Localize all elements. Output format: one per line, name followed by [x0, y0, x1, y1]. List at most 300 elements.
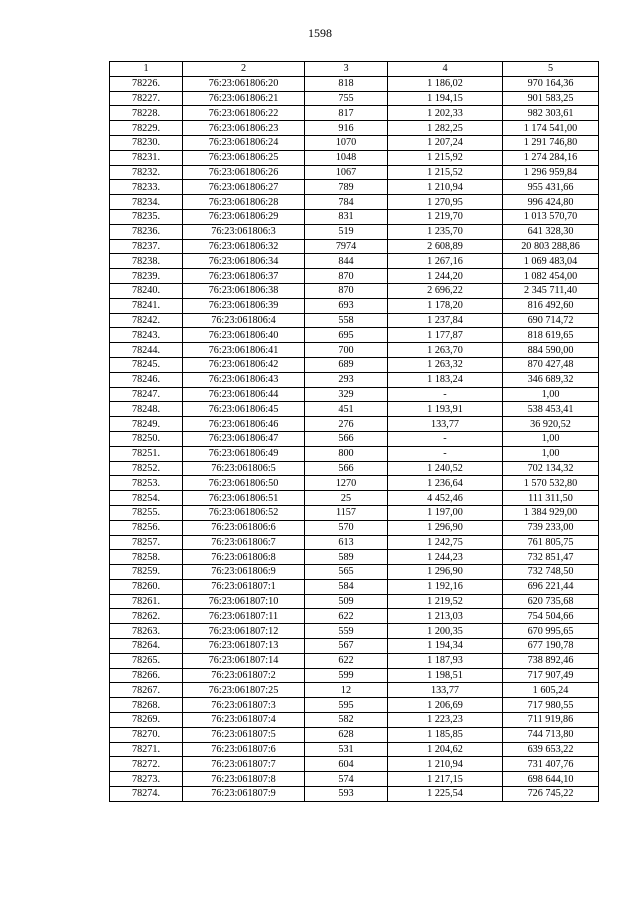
specific-value-cell: 1 225,54 [388, 787, 503, 802]
specific-value-cell: 1 213,03 [388, 609, 503, 624]
cadastral-value-cell: 696 221,44 [503, 579, 599, 594]
specific-value-cell: - [388, 387, 503, 402]
row-number-cell: 78270. [110, 727, 183, 742]
specific-value-cell: 2 608,89 [388, 239, 503, 254]
cadastral-value-cell: 1 384 929,00 [503, 505, 599, 520]
row-number-cell: 78233. [110, 180, 183, 195]
cadastral-number-cell: 76:23:061806:4 [183, 313, 305, 328]
row-number-cell: 78265. [110, 653, 183, 668]
cadastral-number-cell: 76:23:061807:5 [183, 727, 305, 742]
table-row [110, 195, 599, 210]
table-header-row [110, 62, 599, 77]
area-cell: 622 [305, 609, 388, 624]
row-number-cell: 78272. [110, 757, 183, 772]
area-cell: 622 [305, 653, 388, 668]
cadastral-number-cell: 76:23:061806:20 [183, 76, 305, 91]
area-cell: 831 [305, 209, 388, 224]
area-cell: 531 [305, 742, 388, 757]
specific-value-cell: 1 187,93 [388, 653, 503, 668]
specific-value-cell: 1 235,70 [388, 224, 503, 239]
table-body [110, 76, 599, 801]
specific-value-cell: 1 236,64 [388, 476, 503, 491]
cadastral-value-cell: 1 291 746,80 [503, 135, 599, 150]
row-number-cell: 78269. [110, 713, 183, 728]
cadastral-number-cell: 76:23:061807:9 [183, 787, 305, 802]
cadastral-number-cell: 76:23:061806:25 [183, 150, 305, 165]
area-cell: 870 [305, 269, 388, 284]
table-row [110, 698, 599, 713]
cadastral-value-table [109, 61, 599, 802]
cadastral-value-cell: 1 274 284,16 [503, 150, 599, 165]
table-row [110, 624, 599, 639]
cadastral-number-cell: 76:23:061806:38 [183, 283, 305, 298]
cadastral-value-cell: 739 233,00 [503, 520, 599, 535]
table-row [110, 165, 599, 180]
cadastral-value-cell: 1,00 [503, 387, 599, 402]
area-cell: 584 [305, 579, 388, 594]
table-row [110, 372, 599, 387]
area-cell: 1067 [305, 165, 388, 180]
row-number-cell: 78271. [110, 742, 183, 757]
specific-value-cell: 1 192,16 [388, 579, 503, 594]
cadastral-value-cell: 702 134,32 [503, 461, 599, 476]
cadastral-number-cell: 76:23:061806:9 [183, 565, 305, 580]
row-number-cell: 78245. [110, 357, 183, 372]
area-cell: 1270 [305, 476, 388, 491]
cadastral-value-cell: 1 082 454,00 [503, 269, 599, 284]
specific-value-cell: 1 219,52 [388, 594, 503, 609]
row-number-cell: 78237. [110, 239, 183, 254]
area-cell: 628 [305, 727, 388, 742]
table-row [110, 254, 599, 269]
cadastral-number-cell: 76:23:061807:3 [183, 698, 305, 713]
area-cell: 870 [305, 283, 388, 298]
cadastral-value-cell: 982 303,61 [503, 106, 599, 121]
cadastral-value-cell: 732 851,47 [503, 550, 599, 565]
cadastral-number-cell: 76:23:061806:41 [183, 343, 305, 358]
specific-value-cell: 1 237,84 [388, 313, 503, 328]
cadastral-value-cell: 1 605,24 [503, 683, 599, 698]
row-number-cell: 78267. [110, 683, 183, 698]
specific-value-cell: 1 263,70 [388, 343, 503, 358]
cadastral-value-cell: 1,00 [503, 446, 599, 461]
cadastral-number-cell: 76:23:061806:28 [183, 195, 305, 210]
row-number-cell: 78250. [110, 431, 183, 446]
table-row [110, 535, 599, 550]
area-cell: 293 [305, 372, 388, 387]
row-number-cell: 78230. [110, 135, 183, 150]
cadastral-number-cell: 76:23:061807:7 [183, 757, 305, 772]
cadastral-number-cell: 76:23:061806:34 [183, 254, 305, 269]
row-number-cell: 78234. [110, 195, 183, 210]
cadastral-number-cell: 76:23:061806:49 [183, 446, 305, 461]
specific-value-cell: - [388, 446, 503, 461]
row-number-cell: 78266. [110, 668, 183, 683]
table-row [110, 150, 599, 165]
row-number-cell: 78249. [110, 417, 183, 432]
row-number-cell: 78241. [110, 298, 183, 313]
area-cell: 565 [305, 565, 388, 580]
cadastral-value-cell: 726 745,22 [503, 787, 599, 802]
row-number-cell: 78252. [110, 461, 183, 476]
cadastral-value-cell: 1 069 483,04 [503, 254, 599, 269]
row-number-cell: 78264. [110, 639, 183, 654]
table-row [110, 772, 599, 787]
area-cell: 589 [305, 550, 388, 565]
specific-value-cell: 1 223,23 [388, 713, 503, 728]
area-cell: 755 [305, 91, 388, 106]
area-cell: 566 [305, 431, 388, 446]
cadastral-number-cell: 76:23:061807:6 [183, 742, 305, 757]
column-header-3: 3 [305, 62, 388, 77]
specific-value-cell: 1 206,69 [388, 698, 503, 713]
table-row [110, 283, 599, 298]
cadastral-number-cell: 76:23:061806:8 [183, 550, 305, 565]
specific-value-cell: 1 193,91 [388, 402, 503, 417]
cadastral-value-cell: 884 590,00 [503, 343, 599, 358]
table-row [110, 461, 599, 476]
area-cell: 689 [305, 357, 388, 372]
area-cell: 789 [305, 180, 388, 195]
specific-value-cell: 1 183,24 [388, 372, 503, 387]
page-number: 1598 [308, 26, 332, 40]
specific-value-cell: 1 202,33 [388, 106, 503, 121]
cadastral-value-cell: 816 492,60 [503, 298, 599, 313]
cadastral-value-cell: 1 013 570,70 [503, 209, 599, 224]
cadastral-value-cell: 639 653,22 [503, 742, 599, 757]
table-row [110, 446, 599, 461]
cadastral-number-cell: 76:23:061807:2 [183, 668, 305, 683]
area-cell: 604 [305, 757, 388, 772]
area-cell: 593 [305, 787, 388, 802]
specific-value-cell: 1 263,32 [388, 357, 503, 372]
row-number-cell: 78247. [110, 387, 183, 402]
specific-value-cell: 1 296,90 [388, 565, 503, 580]
table-row [110, 121, 599, 136]
specific-value-cell: 1 282,25 [388, 121, 503, 136]
table-row [110, 106, 599, 121]
row-number-cell: 78236. [110, 224, 183, 239]
area-cell: 818 [305, 76, 388, 91]
row-number-cell: 78227. [110, 91, 183, 106]
row-number-cell: 78268. [110, 698, 183, 713]
table-row [110, 135, 599, 150]
area-cell: 451 [305, 402, 388, 417]
cadastral-number-cell: 76:23:061806:7 [183, 535, 305, 550]
row-number-cell: 78242. [110, 313, 183, 328]
table-row [110, 683, 599, 698]
cadastral-value-cell: 955 431,66 [503, 180, 599, 195]
table-row [110, 491, 599, 506]
row-number-cell: 78263. [110, 624, 183, 639]
cadastral-number-cell: 76:23:061807:4 [183, 713, 305, 728]
table-row [110, 757, 599, 772]
cadastral-number-cell: 76:23:061806:6 [183, 520, 305, 535]
cadastral-number-cell: 76:23:061806:43 [183, 372, 305, 387]
specific-value-cell: 1 204,62 [388, 742, 503, 757]
row-number-cell: 78235. [110, 209, 183, 224]
row-number-cell: 78248. [110, 402, 183, 417]
specific-value-cell: 1 178,20 [388, 298, 503, 313]
cadastral-value-cell: 1 296 959,84 [503, 165, 599, 180]
table-row [110, 343, 599, 358]
cadastral-value-cell: 717 907,49 [503, 668, 599, 683]
cadastral-number-cell: 76:23:061806:32 [183, 239, 305, 254]
cadastral-value-cell: 677 190,78 [503, 639, 599, 654]
table-row [110, 269, 599, 284]
cadastral-number-cell: 76:23:061806:26 [183, 165, 305, 180]
specific-value-cell: 1 194,15 [388, 91, 503, 106]
cadastral-number-cell: 76:23:061806:29 [183, 209, 305, 224]
specific-value-cell: 1 270,95 [388, 195, 503, 210]
area-cell: 784 [305, 195, 388, 210]
specific-value-cell: 1 198,51 [388, 668, 503, 683]
row-number-cell: 78256. [110, 520, 183, 535]
cadastral-number-cell: 76:23:061807:13 [183, 639, 305, 654]
table-row [110, 431, 599, 446]
column-header-2: 2 [183, 62, 305, 77]
column-header-5: 5 [503, 62, 599, 77]
cadastral-value-cell: 738 892,46 [503, 653, 599, 668]
cadastral-value-cell: 901 583,25 [503, 91, 599, 106]
specific-value-cell: 1 200,35 [388, 624, 503, 639]
row-number-cell: 78261. [110, 594, 183, 609]
table-row [110, 313, 599, 328]
row-number-cell: 78243. [110, 328, 183, 343]
row-number-cell: 78239. [110, 269, 183, 284]
cadastral-value-cell: 970 164,36 [503, 76, 599, 91]
cadastral-value-cell: 670 995,65 [503, 624, 599, 639]
table-row [110, 609, 599, 624]
cadastral-value-cell: 996 424,80 [503, 195, 599, 210]
table-row [110, 668, 599, 683]
table-row [110, 727, 599, 742]
cadastral-value-cell: 690 714,72 [503, 313, 599, 328]
cadastral-number-cell: 76:23:061806:44 [183, 387, 305, 402]
cadastral-number-cell: 76:23:061806:37 [183, 269, 305, 284]
area-cell: 559 [305, 624, 388, 639]
cadastral-number-cell: 76:23:061807:1 [183, 579, 305, 594]
table-row [110, 298, 599, 313]
cadastral-number-cell: 76:23:061806:23 [183, 121, 305, 136]
table-row [110, 180, 599, 195]
cadastral-value-cell: 870 427,48 [503, 357, 599, 372]
cadastral-number-cell: 76:23:061806:47 [183, 431, 305, 446]
table-row [110, 209, 599, 224]
row-number-cell: 78254. [110, 491, 183, 506]
cadastral-value-cell: 20 803 288,86 [503, 239, 599, 254]
table-row [110, 505, 599, 520]
row-number-cell: 78226. [110, 76, 183, 91]
area-cell: 595 [305, 698, 388, 713]
area-cell: 519 [305, 224, 388, 239]
cadastral-value-cell: 111 311,50 [503, 491, 599, 506]
cadastral-number-cell: 76:23:061806:39 [183, 298, 305, 313]
table-row [110, 787, 599, 802]
specific-value-cell: 1 194,34 [388, 639, 503, 654]
area-cell: 695 [305, 328, 388, 343]
cadastral-number-cell: 76:23:061806:21 [183, 91, 305, 106]
table-row [110, 742, 599, 757]
cadastral-value-cell: 346 689,32 [503, 372, 599, 387]
specific-value-cell: 1 244,20 [388, 269, 503, 284]
row-number-cell: 78251. [110, 446, 183, 461]
specific-value-cell: 1 244,23 [388, 550, 503, 565]
area-cell: 800 [305, 446, 388, 461]
column-header-4: 4 [388, 62, 503, 77]
area-cell: 613 [305, 535, 388, 550]
specific-value-cell: 1 217,15 [388, 772, 503, 787]
cadastral-number-cell: 76:23:061807:14 [183, 653, 305, 668]
cadastral-value-cell: 698 644,10 [503, 772, 599, 787]
cadastral-number-cell: 76:23:061806:42 [183, 357, 305, 372]
specific-value-cell: 2 696,22 [388, 283, 503, 298]
row-number-cell: 78231. [110, 150, 183, 165]
row-number-cell: 78229. [110, 121, 183, 136]
row-number-cell: 78259. [110, 565, 183, 580]
cadastral-value-cell: 2 345 711,40 [503, 283, 599, 298]
row-number-cell: 78262. [110, 609, 183, 624]
specific-value-cell: 1 267,16 [388, 254, 503, 269]
table-row [110, 594, 599, 609]
specific-value-cell: 1 185,85 [388, 727, 503, 742]
area-cell: 570 [305, 520, 388, 535]
cadastral-number-cell: 76:23:061806:40 [183, 328, 305, 343]
cadastral-value-cell: 754 504,66 [503, 609, 599, 624]
cadastral-number-cell: 76:23:061806:50 [183, 476, 305, 491]
specific-value-cell: 1 207,24 [388, 135, 503, 150]
specific-value-cell: 1 186,02 [388, 76, 503, 91]
area-cell: 817 [305, 106, 388, 121]
area-cell: 276 [305, 417, 388, 432]
specific-value-cell: 4 452,46 [388, 491, 503, 506]
cadastral-value-cell: 538 453,41 [503, 402, 599, 417]
table-row [110, 653, 599, 668]
cadastral-value-cell: 818 619,65 [503, 328, 599, 343]
area-cell: 509 [305, 594, 388, 609]
cadastral-value-cell: 620 735,68 [503, 594, 599, 609]
cadastral-value-cell: 36 920,52 [503, 417, 599, 432]
area-cell: 693 [305, 298, 388, 313]
area-cell: 558 [305, 313, 388, 328]
specific-value-cell: 1 296,90 [388, 520, 503, 535]
area-cell: 574 [305, 772, 388, 787]
table-row [110, 476, 599, 491]
specific-value-cell: 1 197,00 [388, 505, 503, 520]
area-cell: 7974 [305, 239, 388, 254]
specific-value-cell: 1 215,52 [388, 165, 503, 180]
row-number-cell: 78246. [110, 372, 183, 387]
cadastral-number-cell: 76:23:061807:8 [183, 772, 305, 787]
row-number-cell: 78240. [110, 283, 183, 298]
cadastral-number-cell: 76:23:061807:11 [183, 609, 305, 624]
row-number-cell: 78255. [110, 505, 183, 520]
cadastral-number-cell: 76:23:061806:52 [183, 505, 305, 520]
row-number-cell: 78274. [110, 787, 183, 802]
specific-value-cell: 1 210,94 [388, 757, 503, 772]
specific-value-cell: 1 210,94 [388, 180, 503, 195]
row-number-cell: 78257. [110, 535, 183, 550]
specific-value-cell: 1 242,75 [388, 535, 503, 550]
row-number-cell: 78244. [110, 343, 183, 358]
cadastral-number-cell: 76:23:061806:22 [183, 106, 305, 121]
specific-value-cell: 133,77 [388, 417, 503, 432]
table-row [110, 328, 599, 343]
row-number-cell: 78232. [110, 165, 183, 180]
cadastral-number-cell: 76:23:061807:25 [183, 683, 305, 698]
area-cell: 599 [305, 668, 388, 683]
cadastral-value-cell: 711 919,86 [503, 713, 599, 728]
specific-value-cell: 1 219,70 [388, 209, 503, 224]
table-row [110, 565, 599, 580]
cadastral-number-cell: 76:23:061807:10 [183, 594, 305, 609]
row-number-cell: 78253. [110, 476, 183, 491]
area-cell: 844 [305, 254, 388, 269]
table-row [110, 520, 599, 535]
area-cell: 1157 [305, 505, 388, 520]
area-cell: 582 [305, 713, 388, 728]
specific-value-cell: 1 215,92 [388, 150, 503, 165]
cadastral-number-cell: 76:23:061807:12 [183, 624, 305, 639]
area-cell: 1048 [305, 150, 388, 165]
cadastral-number-cell: 76:23:061806:45 [183, 402, 305, 417]
area-cell: 329 [305, 387, 388, 402]
cadastral-value-cell: 732 748,50 [503, 565, 599, 580]
table-row [110, 417, 599, 432]
table-row [110, 402, 599, 417]
cadastral-value-cell: 1 570 532,80 [503, 476, 599, 491]
row-number-cell: 78238. [110, 254, 183, 269]
table-row [110, 579, 599, 594]
area-cell: 916 [305, 121, 388, 136]
specific-value-cell: - [388, 431, 503, 446]
cadastral-number-cell: 76:23:061806:24 [183, 135, 305, 150]
cadastral-value-cell: 731 407,76 [503, 757, 599, 772]
area-cell: 1070 [305, 135, 388, 150]
table-row [110, 713, 599, 728]
cadastral-number-cell: 76:23:061806:46 [183, 417, 305, 432]
cadastral-number-cell: 76:23:061806:51 [183, 491, 305, 506]
cadastral-number-cell: 76:23:061806:3 [183, 224, 305, 239]
area-cell: 25 [305, 491, 388, 506]
row-number-cell: 78260. [110, 579, 183, 594]
row-number-cell: 78228. [110, 106, 183, 121]
row-number-cell: 78273. [110, 772, 183, 787]
cadastral-value-cell: 1 174 541,00 [503, 121, 599, 136]
row-number-cell: 78258. [110, 550, 183, 565]
specific-value-cell: 1 240,52 [388, 461, 503, 476]
specific-value-cell: 1 177,87 [388, 328, 503, 343]
cadastral-value-cell: 641 328,30 [503, 224, 599, 239]
table-row [110, 224, 599, 239]
cadastral-number-cell: 76:23:061806:27 [183, 180, 305, 195]
cadastral-value-cell: 1,00 [503, 431, 599, 446]
cadastral-value-cell: 744 713,80 [503, 727, 599, 742]
table-row [110, 357, 599, 372]
cadastral-value-cell: 717 980,55 [503, 698, 599, 713]
table-row [110, 91, 599, 106]
cadastral-number-cell: 76:23:061806:5 [183, 461, 305, 476]
area-cell: 567 [305, 639, 388, 654]
column-header-1: 1 [110, 62, 183, 77]
area-cell: 700 [305, 343, 388, 358]
cadastral-value-cell: 761 805,75 [503, 535, 599, 550]
table-row [110, 639, 599, 654]
area-cell: 566 [305, 461, 388, 476]
table-row [110, 387, 599, 402]
specific-value-cell: 133,77 [388, 683, 503, 698]
table-row [110, 550, 599, 565]
